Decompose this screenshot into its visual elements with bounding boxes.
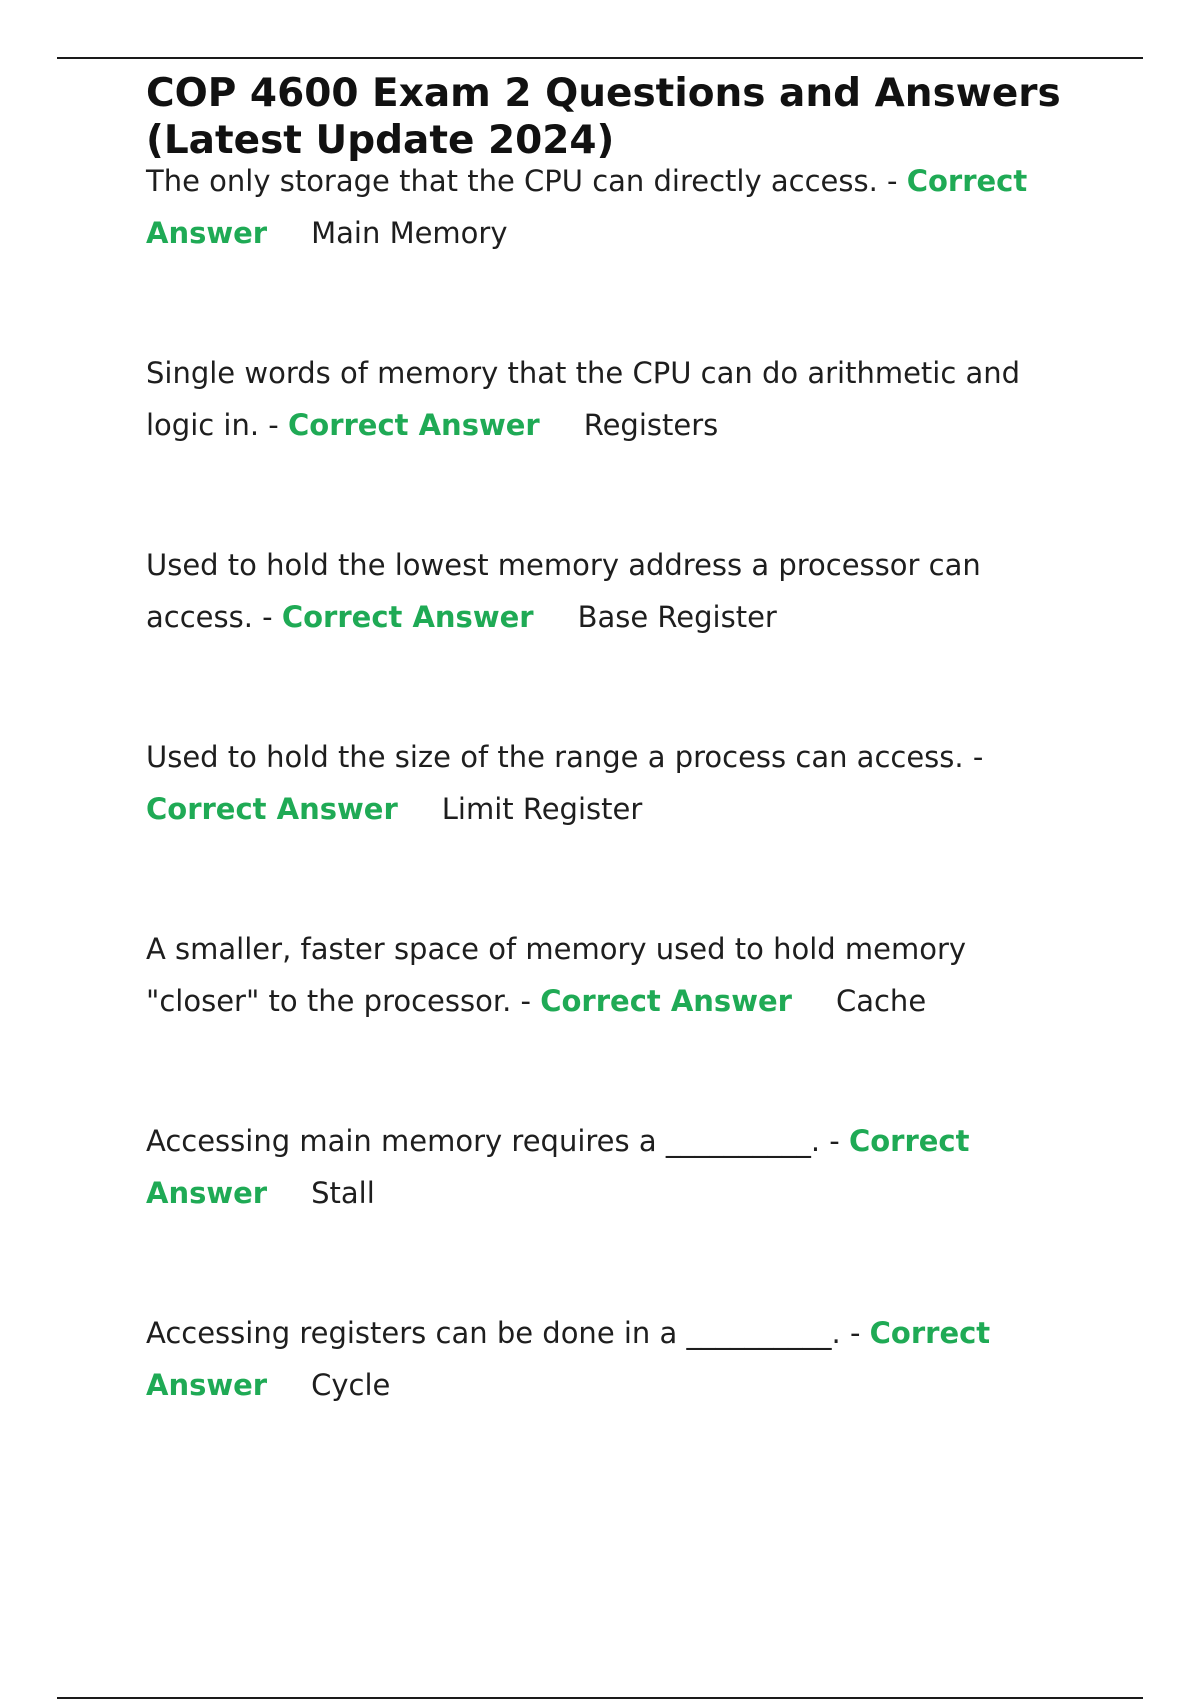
qa-item: [146, 1115, 1086, 1219]
document-title: COP 4600 Exam 2 Questions and Answers (Latest Update 2024): [146, 71, 1061, 163]
answer-text: Base Register: [577, 600, 777, 634]
answer-label: Correct Answer: [287, 408, 540, 442]
bottom-rule: [57, 1697, 1143, 1699]
qa-item: [146, 923, 1086, 1027]
answer-label: Correct Answer: [146, 1316, 991, 1402]
answer-text: Registers: [583, 408, 719, 442]
qa-item: [146, 155, 1086, 259]
question-text: The only storage that the CPU can directly access. -: [146, 164, 907, 198]
answer-text: Cache: [835, 984, 927, 1018]
qa-item: [146, 539, 1086, 643]
answer-text: Stall: [311, 1176, 375, 1210]
answer-text: Main Memory: [311, 216, 508, 250]
question-text: Accessing registers can be done in a __________. -: [146, 1316, 870, 1350]
question-text: Used to hold the lowest memory address a processor can access. -: [146, 548, 981, 634]
document-body: [146, 70, 1086, 1411]
answer-text: Cycle: [311, 1368, 391, 1402]
question-text: Accessing main memory requires a __________. -: [146, 1124, 849, 1158]
qa-item: [146, 347, 1086, 451]
top-rule: [57, 57, 1143, 59]
qa-item: [146, 1307, 1086, 1411]
question-text: Used to hold the size of the range a process can access. -: [146, 740, 984, 774]
answer-label: Correct Answer: [146, 792, 398, 826]
question-text: Single words of memory that the CPU can do arithmetic and logic in. -: [146, 356, 1021, 442]
answer-label: Correct Answer: [146, 1124, 970, 1210]
question-text: A smaller, faster space of memory used to hold memory "closer" to the processor. -: [146, 932, 967, 1018]
answer-text: Limit Register: [441, 792, 643, 826]
qa-item: [146, 731, 1086, 835]
answer-label: Correct Answer: [146, 164, 1028, 250]
answer-label: Correct Answer: [281, 600, 534, 634]
answer-label: Correct Answer: [540, 984, 792, 1018]
